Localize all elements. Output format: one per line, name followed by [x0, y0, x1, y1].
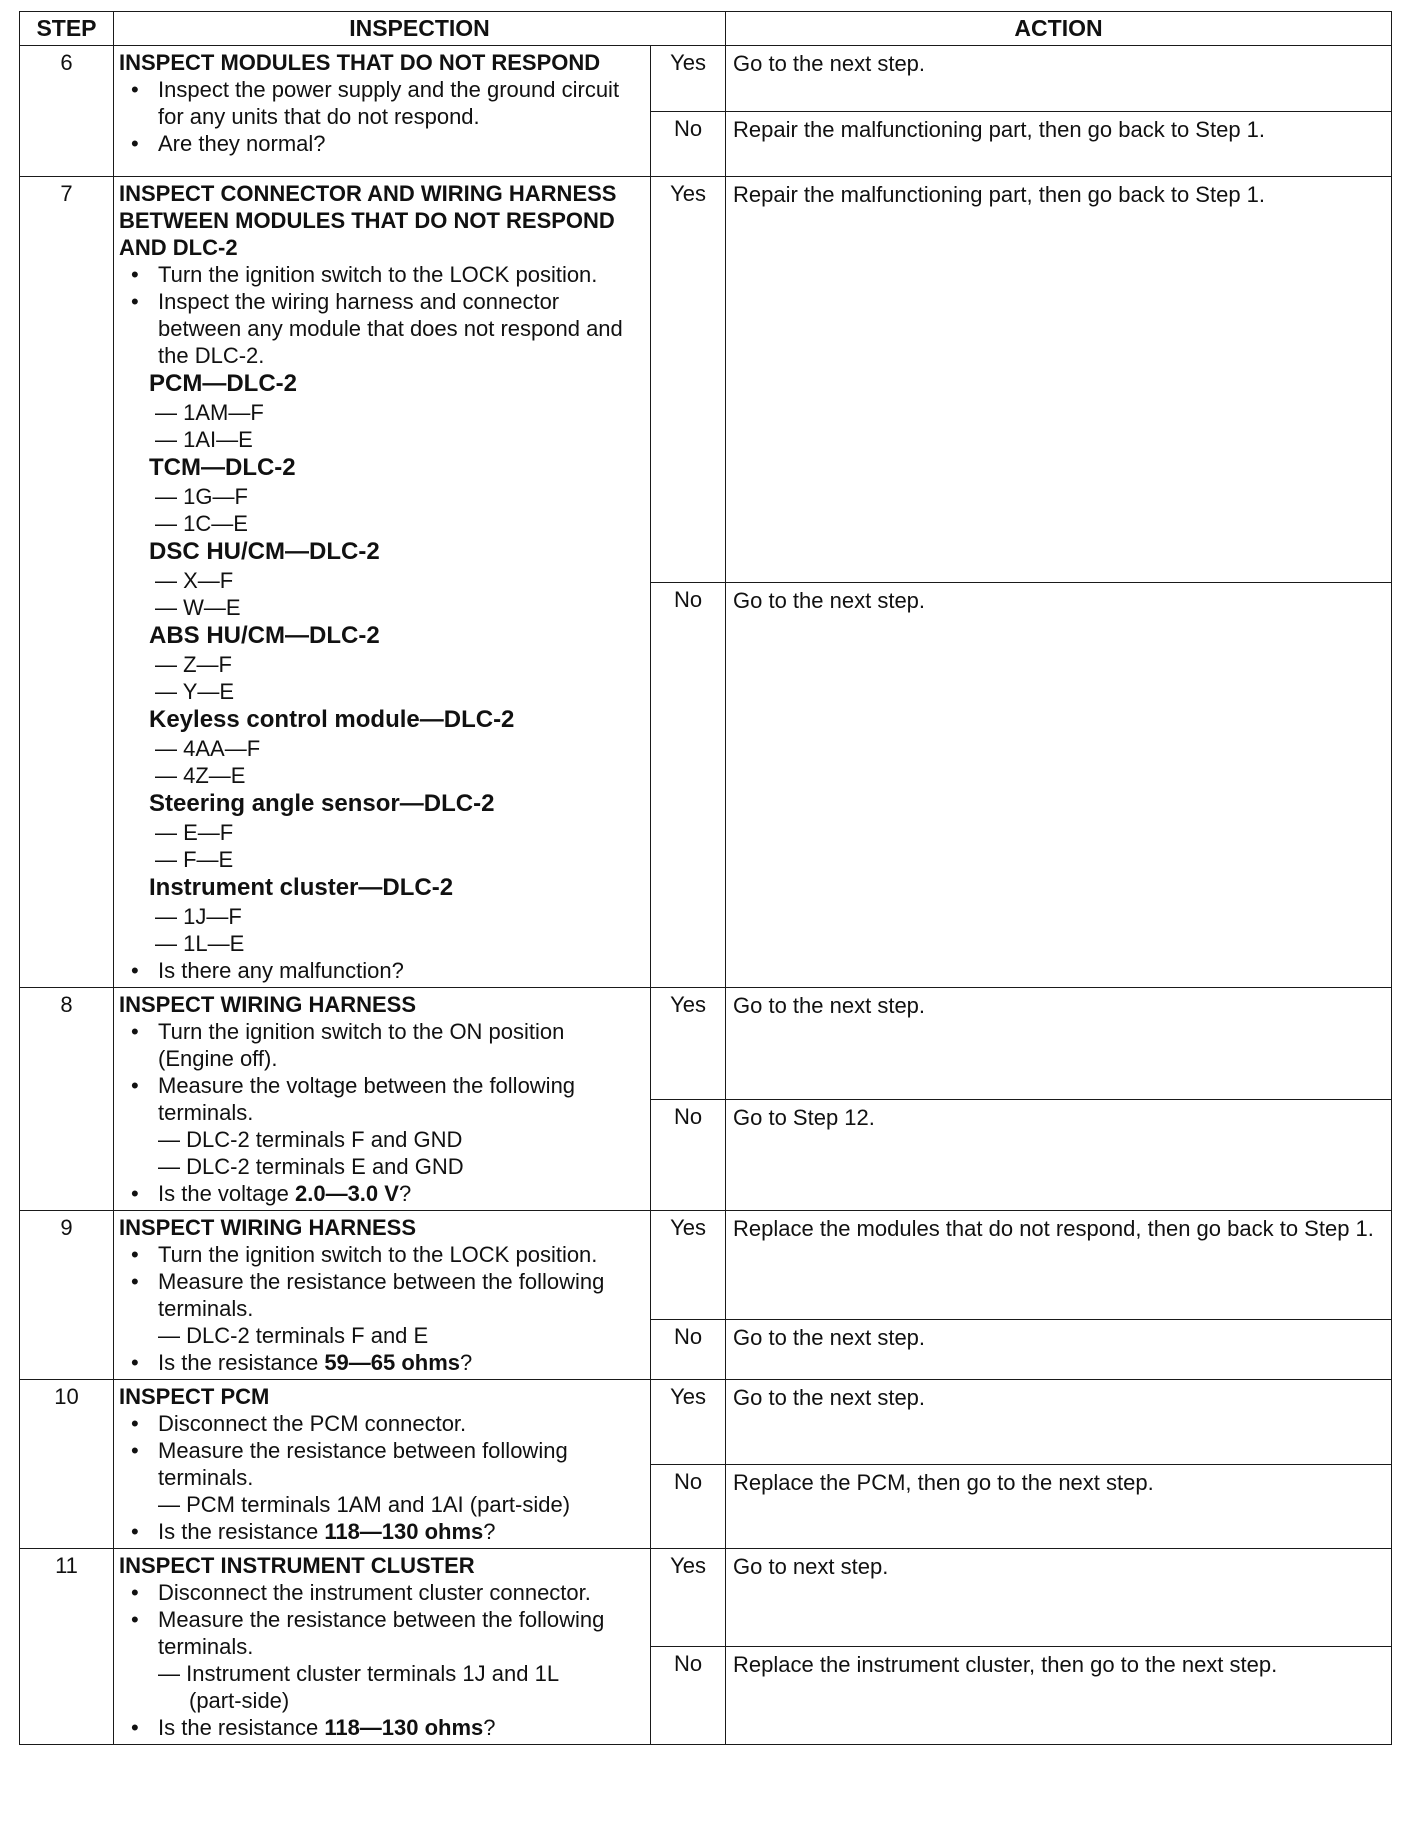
yes-action: Repair the malfunctioning part, then go back to Step 1.	[726, 177, 1392, 583]
terminal-pair: — E—F	[155, 820, 234, 845]
yes-label: Yes	[651, 1380, 726, 1465]
question-item	[119, 1714, 646, 1741]
spec-value: 118—130 ohms	[324, 1519, 484, 1544]
inspection-title: INSPECT CONNECTOR AND WIRING HARNESS BETWEEN MODULES THAT DO NOT RESPOND AND DLC-2	[119, 181, 617, 260]
inspection-title: INSPECT WIRING HARNESS	[119, 992, 417, 1017]
connection-group-title: ABS HU/CM—DLC-2	[149, 622, 380, 649]
terminal-pair: — 1AI—E	[155, 427, 253, 452]
bullet-item: • Inspect the wiring harness and connector between any module that does not respond and the DLC-2.	[119, 288, 646, 369]
bullet-item: • Are they normal?	[119, 130, 646, 157]
bullet-item: • Is there any malfunction?	[119, 957, 646, 984]
step-number: 9	[20, 1211, 114, 1380]
inspection-cell	[114, 46, 651, 177]
no-action: Go to Step 12.	[726, 1099, 1392, 1211]
no-label: No	[651, 1099, 726, 1211]
no-action: Repair the malfunctioning part, then go back to Step 1.	[726, 111, 1392, 177]
connection-group-title: Steering angle sensor—DLC-2	[149, 790, 495, 817]
step-number: 8	[20, 988, 114, 1211]
yes-action: Go to the next step.	[726, 1380, 1392, 1465]
header-action: ACTION	[726, 12, 1392, 46]
inspection-title: INSPECT PCM	[119, 1384, 270, 1409]
measure-terminals: — Instrument cluster terminals 1J and 1L	[158, 1661, 560, 1686]
connection-group-title: Keyless control module—DLC-2	[149, 706, 515, 733]
inspection-title: INSPECT MODULES THAT DO NOT RESPOND	[119, 50, 601, 75]
inspection-title: INSPECT WIRING HARNESS	[119, 1215, 417, 1240]
bullet-item: • Measure the resistance between following terminals.	[119, 1437, 646, 1491]
step-number: 7	[20, 177, 114, 988]
question-item	[119, 1518, 646, 1545]
bullet-item: • Measure the resistance between the following terminals.	[119, 1268, 646, 1322]
measure-terminals: — DLC-2 terminals F and E	[158, 1323, 429, 1348]
header-inspection: INSPECTION	[114, 12, 726, 46]
step-10-row-yes	[20, 1380, 1392, 1465]
spec-value: 2.0—3.0 V	[294, 1181, 399, 1206]
question-mark: ?	[398, 1181, 412, 1206]
step-number: 10	[20, 1380, 114, 1549]
step-number: 6	[20, 46, 114, 177]
no-label: No	[651, 582, 726, 988]
yes-label: Yes	[651, 988, 726, 1100]
measure-terminals: — PCM terminals 1AM and 1AI (part-side)	[158, 1492, 571, 1517]
bullet-item: • Turn the ignition switch to the LOCK position.	[119, 1241, 646, 1268]
connection-group-title: DSC HU/CM—DLC-2	[149, 538, 380, 565]
inspection-cell	[114, 1549, 651, 1745]
no-label: No	[651, 111, 726, 177]
question-mark: ?	[483, 1519, 496, 1544]
connection-group-title: Instrument cluster—DLC-2	[149, 874, 454, 901]
question-text: Is the resistance	[158, 1350, 325, 1375]
yes-action: Go to the next step.	[726, 988, 1392, 1100]
terminal-pair: — 4AA—F	[155, 736, 261, 761]
measure-note: (part-side)	[189, 1688, 290, 1713]
terminal-pair: — Z—F	[155, 652, 232, 677]
terminal-pair: — 1C—E	[155, 511, 248, 536]
yes-label: Yes	[651, 46, 726, 112]
step-11-row-yes	[20, 1549, 1392, 1647]
no-label: No	[651, 1319, 726, 1379]
question-text: Is the resistance	[158, 1715, 325, 1740]
terminal-pair: — 1J—F	[155, 904, 242, 929]
bullet-item: • Measure the voltage between the following terminals.	[119, 1072, 646, 1126]
inspection-title: INSPECT INSTRUMENT CLUSTER	[119, 1553, 475, 1578]
connection-group-title: TCM—DLC-2	[149, 454, 296, 481]
terminal-pair: — F—E	[155, 847, 234, 872]
no-action: Replace the PCM, then go to the next step.	[726, 1464, 1392, 1549]
no-label: No	[651, 1647, 726, 1745]
inspection-cell	[114, 1211, 651, 1380]
inspection-cell	[114, 988, 651, 1211]
header-row	[20, 12, 1392, 46]
yes-label: Yes	[651, 1549, 726, 1647]
connection-group-title: PCM—DLC-2	[149, 370, 297, 397]
bullet-item: • Measure the resistance between the following terminals.	[119, 1606, 646, 1660]
spec-value: 118—130 ohms	[324, 1715, 484, 1740]
question-text: Is the voltage	[158, 1181, 295, 1206]
step-6-row-yes	[20, 46, 1392, 112]
terminal-pair: — X—F	[155, 568, 234, 593]
terminal-pair: — 4Z—E	[155, 763, 246, 788]
question-item	[119, 1349, 646, 1376]
bullet-item: • Turn the ignition switch to the LOCK position.	[119, 261, 646, 288]
no-action: Replace the instrument cluster, then go to the next step.	[726, 1647, 1392, 1745]
terminal-pair: — Y—E	[155, 679, 235, 704]
measure-terminals: — DLC-2 terminals F and GND	[158, 1127, 463, 1152]
yes-label: Yes	[651, 177, 726, 583]
inspection-cell	[114, 177, 651, 988]
question-mark: ?	[460, 1350, 473, 1375]
question-text: Is the resistance	[158, 1519, 325, 1544]
terminal-pair: — W—E	[155, 595, 241, 620]
step-7-row-yes	[20, 177, 1392, 583]
no-action: Go to the next step.	[726, 1319, 1392, 1379]
bullet-item: • Disconnect the instrument cluster connector.	[119, 1579, 646, 1606]
terminal-pair: — 1AM—F	[155, 400, 264, 425]
terminal-pair: — 1L—E	[155, 931, 245, 956]
no-label: No	[651, 1464, 726, 1549]
bullet-item: • Inspect the power supply and the ground circuit for any units that do not respond.	[119, 76, 646, 130]
yes-action: Replace the modules that do not respond, then go back to Step 1.	[726, 1211, 1392, 1320]
measure-terminals: — DLC-2 terminals E and GND	[158, 1154, 464, 1179]
yes-action: Go to next step.	[726, 1549, 1392, 1647]
yes-label: Yes	[651, 1211, 726, 1320]
no-action: Go to the next step.	[726, 582, 1392, 988]
step-8-row-yes	[20, 988, 1392, 1100]
inspection-table	[19, 11, 1392, 1745]
bullet-item: • Turn the ignition switch to the ON position (Engine off).	[119, 1018, 646, 1072]
spec-value: 59—65 ohms	[324, 1350, 461, 1375]
header-step: STEP	[20, 12, 114, 46]
inspection-cell	[114, 1380, 651, 1549]
question-mark: ?	[483, 1715, 496, 1740]
bullet-item: • Disconnect the PCM connector.	[119, 1410, 646, 1437]
inspection-table-page	[19, 11, 1392, 1745]
terminal-pair: — 1G—F	[155, 484, 248, 509]
yes-action: Go to the next step.	[726, 46, 1392, 112]
step-9-row-yes	[20, 1211, 1392, 1320]
step-number: 11	[20, 1549, 114, 1745]
question-item	[119, 1180, 646, 1207]
